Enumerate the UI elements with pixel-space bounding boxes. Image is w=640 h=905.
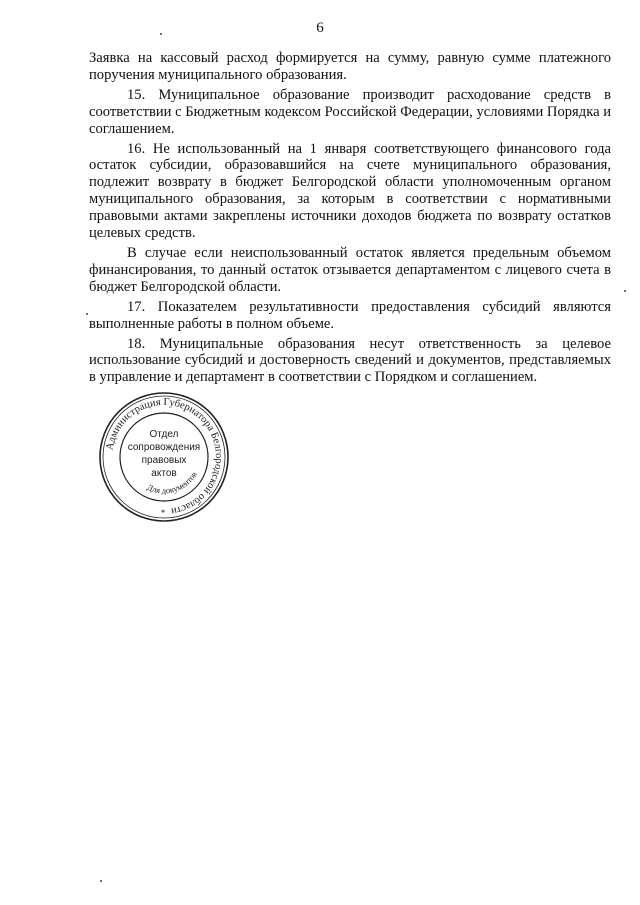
stamp-center-line-1: Отдел xyxy=(149,429,179,440)
scan-speck xyxy=(624,290,626,292)
stamp-inner-arc-text: Для документов xyxy=(145,469,199,496)
official-stamp xyxy=(97,390,231,524)
stamp-ring-text: Администрация Губернатора Белгородской области xyxy=(104,396,225,517)
stamp-center-line-3: правовых xyxy=(141,455,187,466)
stamp-center-line-4: актов xyxy=(151,468,177,479)
paragraph-16-continued: В случае если неиспользованный остаток является предельным объемом финансирования, то данный остаток отзывается департаментом с лицевого счета в бюджет Белгородской области. xyxy=(89,244,611,295)
scan-speck xyxy=(86,313,88,315)
paragraph-17: 17. Показателем результативности предоставления субсидий являются выполненные работы в полном объеме. xyxy=(89,298,611,332)
paragraph-18: 18. Муниципальные образования несут ответственность за целевое использование субсидий и достоверность сведений и документов, представляемых в управление и департамент в соответствии с Порядком и соглашением. xyxy=(89,335,611,386)
stamp-star-icon: * xyxy=(160,508,166,518)
paragraph-16: 16. Не использованный на 1 января соответствующего финансового года остаток субсидии, образовавшийся на счете муниципального образования, подлежит возврату в бюджет Белгородской области уполномоченным органом муниципального образования, за которым в соответствии с нормативными правовыми актами закреплены источники доходов бюджета по возврату остатков целевых средств. xyxy=(89,140,611,242)
page-number: 6 xyxy=(316,20,324,36)
paragraph-15: 15. Муниципальное образование производит расходование средств в соответствии с Бюджетным кодексом Российской Федерации, условиями Порядка и соглашением. xyxy=(89,86,612,137)
scan-speck xyxy=(100,880,102,882)
document-body xyxy=(89,50,611,389)
stamp-center-line-2: сопровождения xyxy=(127,442,201,453)
paragraph-intro: Заявка на кассовый расход формируется на сумму, равную сумме платежного поручения муниципального образования. xyxy=(89,50,611,83)
scan-speck xyxy=(160,33,162,35)
